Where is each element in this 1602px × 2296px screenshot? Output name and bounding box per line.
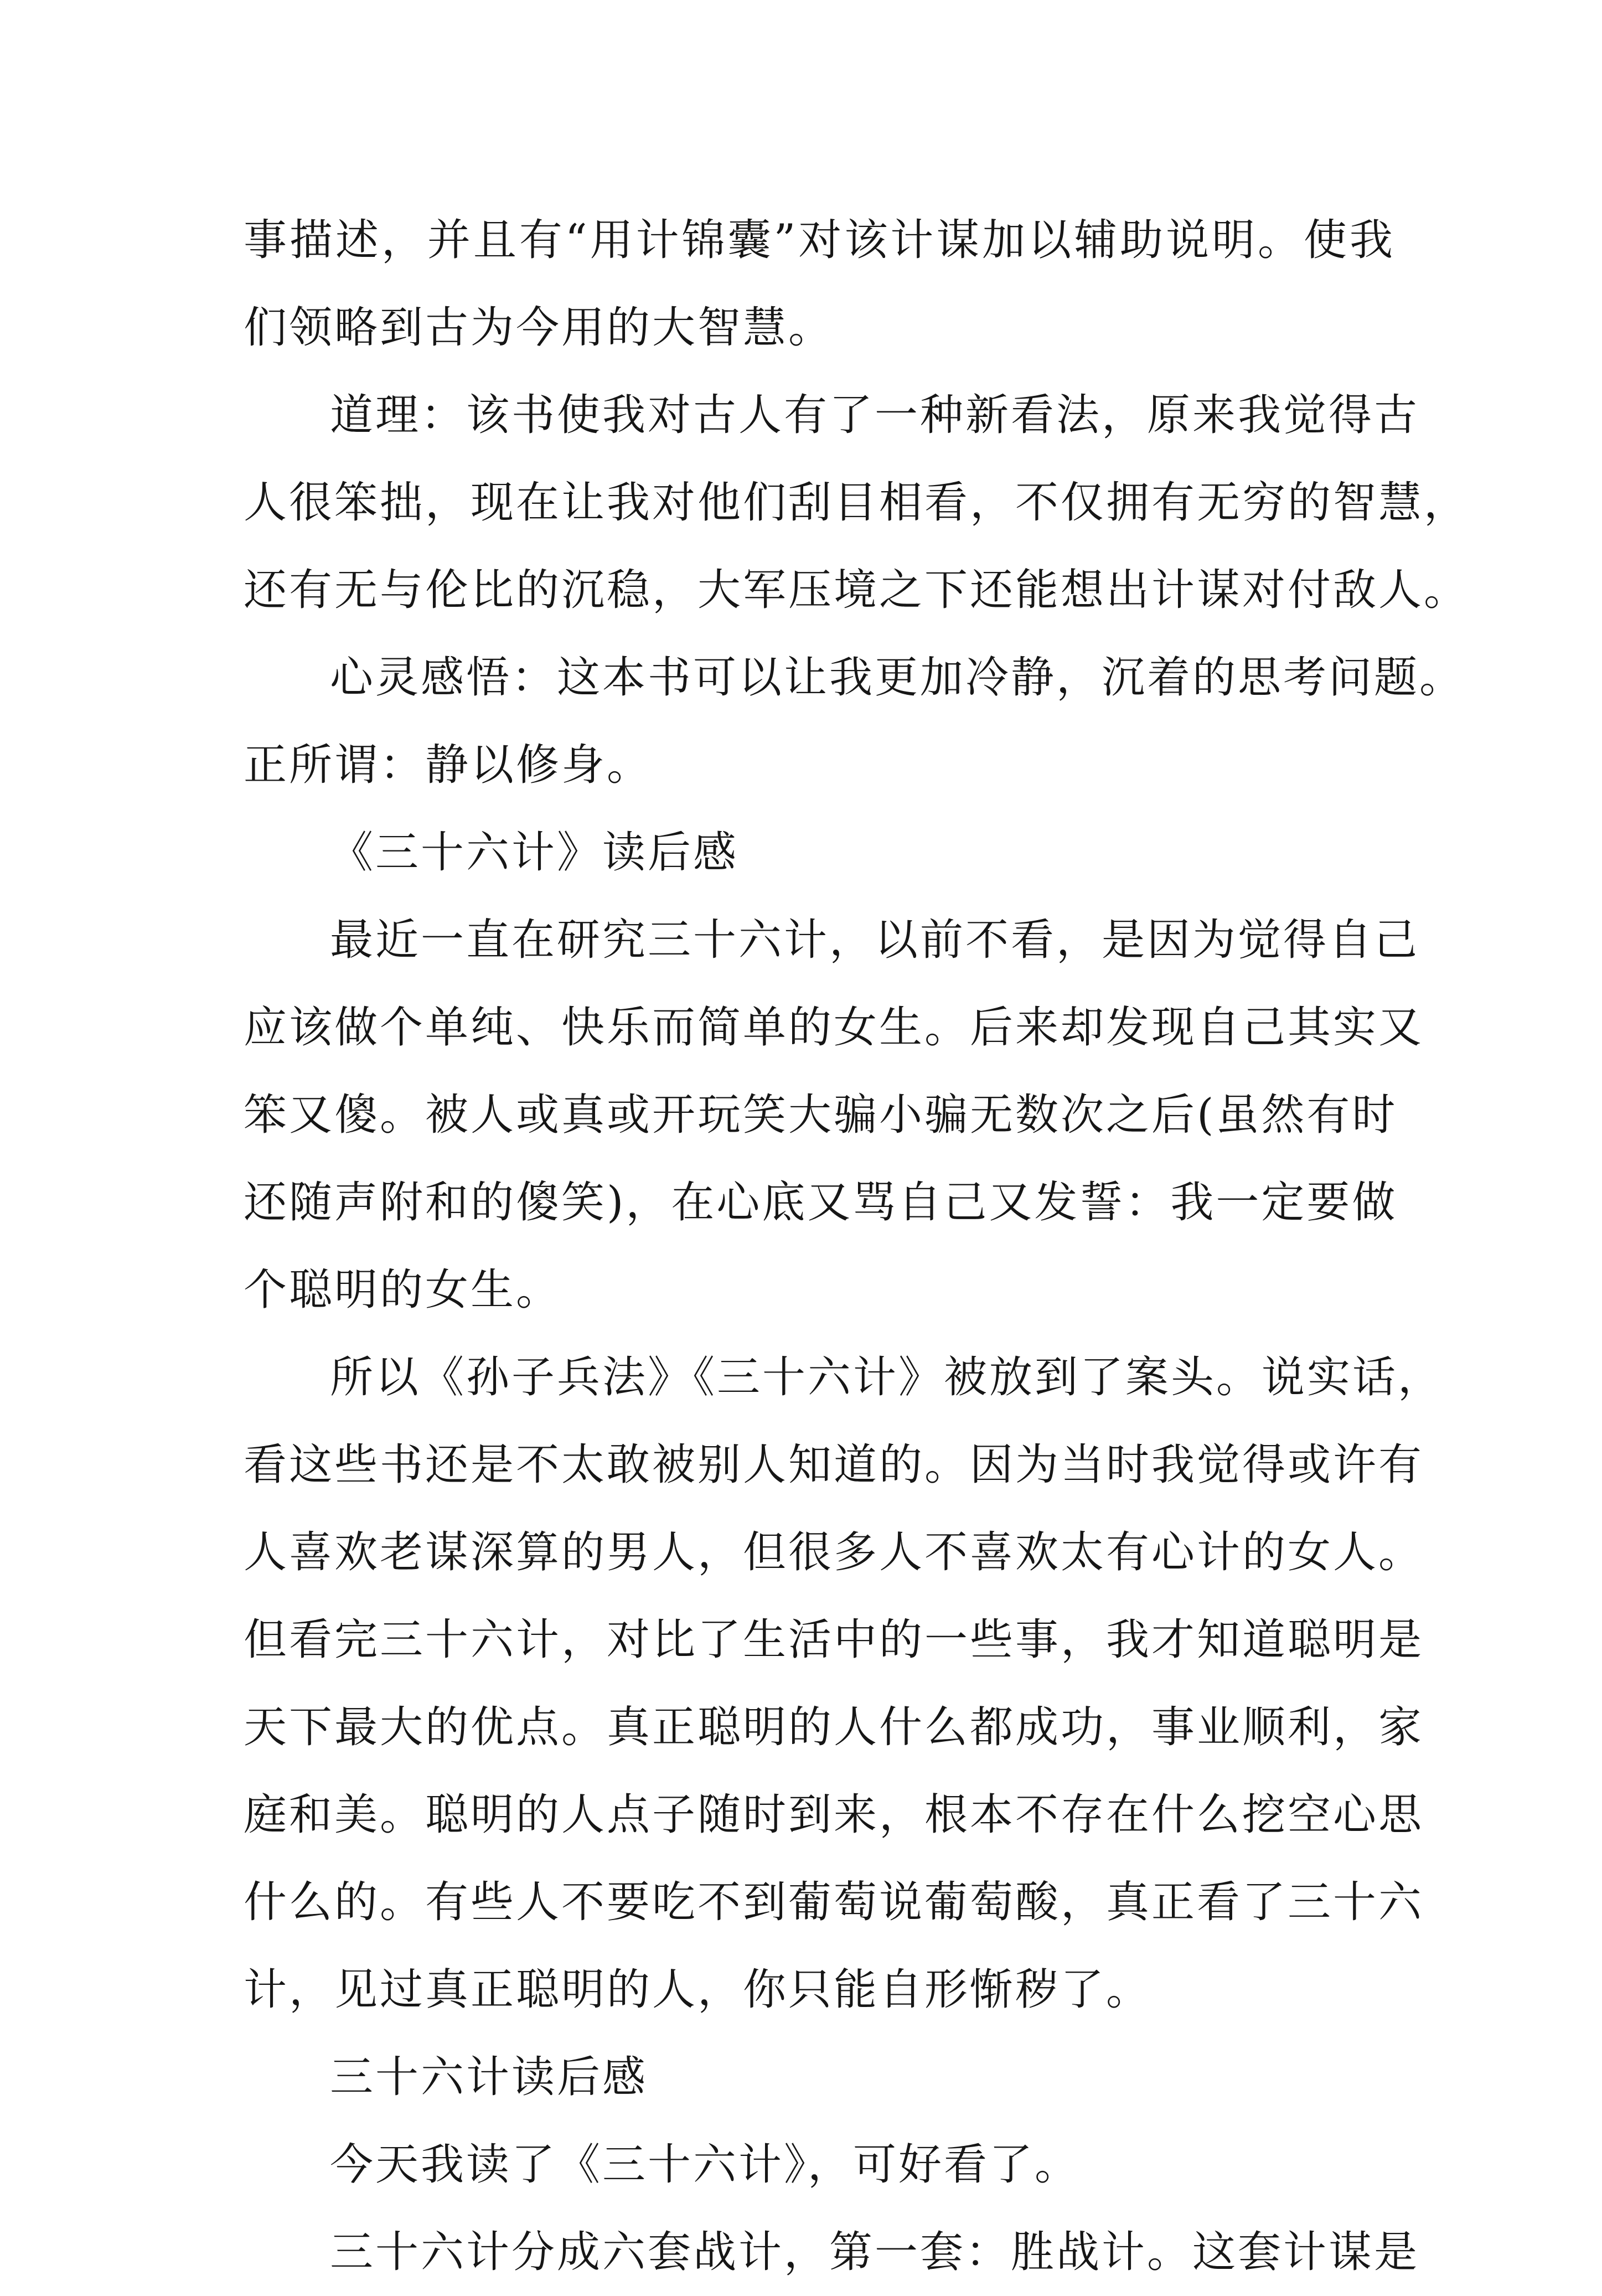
- text-line: 还有无与伦比的沉稳，大军压境之下还能想出计谋对付敌人。: [244, 565, 1470, 615]
- document-body: [244, 197, 1470, 2296]
- text-line: 人很笨拙，现在让我对他们刮目相看，不仅拥有无穷的智慧，: [244, 478, 1470, 528]
- paragraph-line: 所以《孙子兵法》《三十六计》被放到了案头。说实话，: [330, 1353, 1444, 1402]
- text-line: 事描述，并且有“用计锦囊”对该计谋加以辅助说明。使我: [244, 215, 1395, 265]
- text-line: 看这些书还是不太敢被别人知道的。因为当时我觉得或许有: [244, 1440, 1424, 1490]
- text-line: 计，见过真正聪明的人，你只能自形惭秽了。: [244, 1965, 1152, 2015]
- paragraph-line: 最近一直在研究三十六计，以前不看，是因为觉得自己: [330, 915, 1420, 965]
- text-line: 们领略到古为今用的大智慧。: [244, 303, 834, 353]
- section-heading: 三十六计读后感: [330, 2052, 648, 2102]
- paragraph-line: 道理：该书使我对古人有了一种新看法，原来我觉得古: [330, 390, 1420, 440]
- text-line: 应该做个单纯、快乐而简单的女生。后来却发现自己其实又: [244, 1003, 1424, 1052]
- section-heading: 《三十六计》读后感: [330, 828, 739, 878]
- text-line: 个聪明的女生。: [244, 1265, 562, 1315]
- text-line: 还随声附和的傻笑)，在心底又骂自己又发誓：我一定要做: [244, 1178, 1398, 1227]
- text-line: 正所谓：静以修身。: [244, 740, 653, 790]
- text-line: 什么的。有些人不要吃不到葡萄说葡萄酸，真正看了三十六: [244, 1877, 1424, 1927]
- paragraph-line: 今天我读了《三十六计》，可好看了。: [330, 2140, 1081, 2190]
- paragraph-line: 三十六计分成六套战计，第一套：胜战计。这套计谋是: [330, 2227, 1420, 2277]
- text-line: 笨又傻。被人或真或开玩笑大骗小骗无数次之后(虽然有时: [244, 1090, 1398, 1140]
- text-line: 天下最大的优点。真正聪明的人什么都成功，事业顺利，家: [244, 1702, 1424, 1752]
- text-line: 庭和美。聪明的人点子随时到来，根本不存在什么挖空心思: [244, 1790, 1424, 1840]
- paragraph-line: 心灵感悟：这本书可以让我更加冷静，沉着的思考问题。: [330, 653, 1465, 703]
- text-line: 人喜欢老谋深算的男人，但很多人不喜欢太有心计的女人。: [244, 1528, 1424, 1577]
- text-line: 但看完三十六计，对比了生活中的一些事，我才知道聪明是: [244, 1615, 1424, 1665]
